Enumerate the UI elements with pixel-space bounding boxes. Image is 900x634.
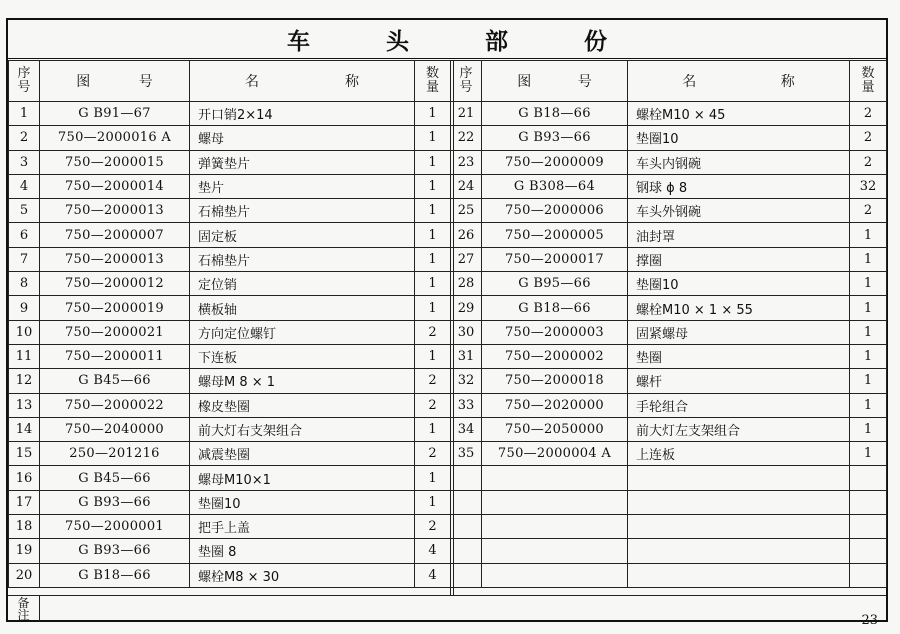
row-number: 14 <box>9 417 40 441</box>
table-row <box>9 199 451 223</box>
part-name: 开口销2×14 <box>190 102 415 126</box>
part-quantity: 2 <box>415 320 451 344</box>
part-name: 钢球 ϕ 8 <box>628 174 850 198</box>
row-number: 11 <box>9 344 40 368</box>
part-quantity: 2 <box>850 150 887 174</box>
title-text: 车 头 部 份 <box>286 28 642 55</box>
row-number: 15 <box>9 442 40 466</box>
row-number: 9 <box>9 296 40 320</box>
row-number: 25 <box>451 199 482 223</box>
row-number: 6 <box>9 223 40 247</box>
row-number: 20 <box>9 563 40 587</box>
row-number: 2 <box>9 126 40 150</box>
part-quantity: 2 <box>850 126 887 150</box>
part-name: 石棉垫片 <box>190 199 415 223</box>
part-name: 定位销 <box>190 272 415 296</box>
header-qty: 数 量 <box>850 61 887 102</box>
part-code: 750—2000018 <box>482 369 628 393</box>
row-number: 29 <box>451 296 482 320</box>
table-row <box>9 417 451 441</box>
part-quantity: 1 <box>850 296 887 320</box>
row-number: 7 <box>9 247 40 271</box>
part-code: G B91—67 <box>40 102 190 126</box>
table-row <box>9 296 451 320</box>
table-row <box>9 393 451 417</box>
part-code: 750—2040000 <box>40 417 190 441</box>
part-quantity <box>850 539 887 563</box>
row-number: 13 <box>9 393 40 417</box>
part-name: 螺栓M8 × 30 <box>190 563 415 587</box>
part-code: G B45—66 <box>40 369 190 393</box>
right-parts-table <box>450 60 886 588</box>
part-code: 750—2000012 <box>40 272 190 296</box>
part-name: 方向定位螺钉 <box>190 320 415 344</box>
part-quantity: 1 <box>415 490 451 514</box>
part-code: 750—2000013 <box>40 247 190 271</box>
part-code: 750—2000017 <box>482 247 628 271</box>
header-code: 图 号 <box>40 61 190 102</box>
part-code: 750—2000006 <box>482 199 628 223</box>
part-name: 减震垫圈 <box>190 442 415 466</box>
part-name: 螺母 <box>190 126 415 150</box>
table-row <box>9 466 451 490</box>
notes-row <box>8 595 886 621</box>
part-quantity <box>850 466 887 490</box>
table-row <box>451 369 887 393</box>
table-row <box>9 563 451 587</box>
row-number: 34 <box>451 417 482 441</box>
row-number <box>451 466 482 490</box>
row-number: 5 <box>9 199 40 223</box>
row-number <box>451 539 482 563</box>
part-code: G B93—66 <box>40 539 190 563</box>
row-number <box>451 490 482 514</box>
part-name: 垫圈10 <box>190 490 415 514</box>
table-row <box>451 539 887 563</box>
table-row <box>9 515 451 539</box>
table-row <box>451 344 887 368</box>
row-number: 26 <box>451 223 482 247</box>
part-code: G B308—64 <box>482 174 628 198</box>
part-quantity <box>850 490 887 514</box>
row-number: 17 <box>9 490 40 514</box>
table-row <box>9 223 451 247</box>
part-code: 750—2000011 <box>40 344 190 368</box>
table-row <box>451 490 887 514</box>
part-code: 750—2000022 <box>40 393 190 417</box>
part-name: 前大灯右支架组合 <box>190 417 415 441</box>
part-quantity: 1 <box>850 442 887 466</box>
part-name: 固定板 <box>190 223 415 247</box>
table-row <box>9 539 451 563</box>
part-quantity: 2 <box>415 442 451 466</box>
table-header-row <box>9 61 451 102</box>
table-header-row <box>451 61 887 102</box>
part-quantity: 1 <box>415 247 451 271</box>
part-code: 750—2050000 <box>482 417 628 441</box>
part-quantity: 1 <box>415 102 451 126</box>
header-no: 序 号 <box>451 61 482 102</box>
row-number: 3 <box>9 150 40 174</box>
table-row <box>451 174 887 198</box>
table-row <box>9 272 451 296</box>
table-row <box>451 247 887 271</box>
part-quantity: 2 <box>850 199 887 223</box>
part-code <box>482 563 628 587</box>
part-name: 螺栓M10 × 1 × 55 <box>628 296 850 320</box>
part-name: 石棉垫片 <box>190 247 415 271</box>
row-number: 28 <box>451 272 482 296</box>
part-code: 750—2000009 <box>482 150 628 174</box>
table-row <box>451 199 887 223</box>
part-quantity: 2 <box>415 369 451 393</box>
row-number: 18 <box>9 515 40 539</box>
part-quantity: 32 <box>850 174 887 198</box>
table-row <box>9 102 451 126</box>
row-number: 12 <box>9 369 40 393</box>
part-quantity: 1 <box>850 223 887 247</box>
part-code: G B95—66 <box>482 272 628 296</box>
part-name: 弹簧垫片 <box>190 150 415 174</box>
part-name <box>628 490 850 514</box>
part-code: G B18—66 <box>482 296 628 320</box>
part-name: 车头外钢碗 <box>628 199 850 223</box>
part-code: 250—201216 <box>40 442 190 466</box>
part-name: 油封罩 <box>628 223 850 247</box>
part-quantity: 1 <box>850 272 887 296</box>
part-name: 垫圈 <box>628 344 850 368</box>
table-row <box>9 320 451 344</box>
row-number: 8 <box>9 272 40 296</box>
part-code: 750—2000005 <box>482 223 628 247</box>
table-row <box>451 320 887 344</box>
part-name <box>628 515 850 539</box>
row-number: 19 <box>9 539 40 563</box>
row-number: 30 <box>451 320 482 344</box>
part-code: 750—2000002 <box>482 344 628 368</box>
part-quantity <box>850 563 887 587</box>
table-row <box>451 272 887 296</box>
row-number <box>451 563 482 587</box>
table-row <box>9 344 451 368</box>
part-quantity: 1 <box>850 344 887 368</box>
part-quantity: 1 <box>850 369 887 393</box>
left-table-body <box>9 102 451 588</box>
part-quantity: 4 <box>415 563 451 587</box>
row-number: 24 <box>451 174 482 198</box>
part-code: G B93—66 <box>40 490 190 514</box>
part-code <box>482 539 628 563</box>
part-name: 螺杆 <box>628 369 850 393</box>
table-row <box>9 490 451 514</box>
table-row <box>451 563 887 587</box>
part-code: 750—2020000 <box>482 393 628 417</box>
row-number: 31 <box>451 344 482 368</box>
header-no: 序 号 <box>9 61 40 102</box>
part-quantity: 4 <box>415 539 451 563</box>
row-number: 27 <box>451 247 482 271</box>
row-number: 22 <box>451 126 482 150</box>
part-quantity: 1 <box>415 126 451 150</box>
part-code: 750—2000003 <box>482 320 628 344</box>
table-row <box>451 296 887 320</box>
table-row <box>451 466 887 490</box>
part-quantity: 2 <box>415 515 451 539</box>
part-quantity: 1 <box>850 417 887 441</box>
header-code: 图 号 <box>482 61 628 102</box>
part-code: 750—2000016 A <box>40 126 190 150</box>
header-name: 名 称 <box>190 61 415 102</box>
part-code <box>482 490 628 514</box>
part-quantity: 1 <box>415 150 451 174</box>
right-table-body <box>451 102 887 588</box>
part-name: 车头内钢碗 <box>628 150 850 174</box>
part-code: 750—2000004 A <box>482 442 628 466</box>
header-qty: 数 量 <box>415 61 451 102</box>
part-quantity: 1 <box>415 272 451 296</box>
part-code: 750—2000001 <box>40 515 190 539</box>
part-name <box>628 466 850 490</box>
part-name: 上连板 <box>628 442 850 466</box>
part-quantity: 1 <box>415 223 451 247</box>
part-name: 螺母M10×1 <box>190 466 415 490</box>
part-name: 垫片 <box>190 174 415 198</box>
part-code: G B18—66 <box>482 102 628 126</box>
part-code: 750—2000007 <box>40 223 190 247</box>
row-number <box>451 515 482 539</box>
part-name: 横板轴 <box>190 296 415 320</box>
row-number: 23 <box>451 150 482 174</box>
part-quantity: 1 <box>850 393 887 417</box>
part-code <box>482 515 628 539</box>
part-code: 750—2000019 <box>40 296 190 320</box>
part-code: 750—2000013 <box>40 199 190 223</box>
part-name: 下连板 <box>190 344 415 368</box>
part-name: 垫圈 8 <box>190 539 415 563</box>
table-row <box>9 174 451 198</box>
header-name: 名 称 <box>628 61 850 102</box>
row-number: 16 <box>9 466 40 490</box>
part-quantity: 2 <box>850 102 887 126</box>
part-quantity: 1 <box>415 174 451 198</box>
notes-label: 备 注 <box>8 596 40 621</box>
table-row <box>451 417 887 441</box>
table-row <box>451 515 887 539</box>
part-code: 750—2000015 <box>40 150 190 174</box>
part-name: 螺母M 8 × 1 <box>190 369 415 393</box>
part-name: 橡皮垫圈 <box>190 393 415 417</box>
part-name: 撑圈 <box>628 247 850 271</box>
part-name: 手轮组合 <box>628 393 850 417</box>
table-row <box>9 369 451 393</box>
parts-list-sheet <box>6 18 888 622</box>
row-number: 4 <box>9 174 40 198</box>
part-name <box>628 563 850 587</box>
part-name: 固紧螺母 <box>628 320 850 344</box>
part-code: 750—2000021 <box>40 320 190 344</box>
part-code: G B18—66 <box>40 563 190 587</box>
part-quantity: 1 <box>850 247 887 271</box>
table-row <box>451 442 887 466</box>
part-quantity: 1 <box>850 320 887 344</box>
row-number: 35 <box>451 442 482 466</box>
table-row <box>451 223 887 247</box>
column-divider <box>450 60 454 596</box>
table-row <box>451 126 887 150</box>
part-quantity: 1 <box>415 466 451 490</box>
part-code: G B93—66 <box>482 126 628 150</box>
part-code: G B45—66 <box>40 466 190 490</box>
part-quantity: 1 <box>415 199 451 223</box>
row-number: 33 <box>451 393 482 417</box>
page-title <box>8 20 886 59</box>
row-number: 10 <box>9 320 40 344</box>
row-number: 1 <box>9 102 40 126</box>
part-name: 垫圈10 <box>628 272 850 296</box>
table-row <box>9 126 451 150</box>
part-name: 垫圈10 <box>628 126 850 150</box>
table-row <box>9 150 451 174</box>
row-number: 32 <box>451 369 482 393</box>
part-quantity: 2 <box>415 393 451 417</box>
part-name: 螺栓M10 × 45 <box>628 102 850 126</box>
part-name: 把手上盖 <box>190 515 415 539</box>
part-code <box>482 466 628 490</box>
part-name <box>628 539 850 563</box>
table-row <box>451 150 887 174</box>
table-row <box>451 102 887 126</box>
table-row <box>9 247 451 271</box>
part-quantity: 1 <box>415 417 451 441</box>
part-quantity <box>850 515 887 539</box>
part-code: 750—2000014 <box>40 174 190 198</box>
table-row <box>451 393 887 417</box>
page-number: 23 <box>861 613 878 628</box>
left-parts-table <box>8 60 450 588</box>
part-quantity: 1 <box>415 296 451 320</box>
part-quantity: 1 <box>415 344 451 368</box>
table-row <box>9 442 451 466</box>
row-number: 21 <box>451 102 482 126</box>
part-name: 前大灯左支架组合 <box>628 417 850 441</box>
